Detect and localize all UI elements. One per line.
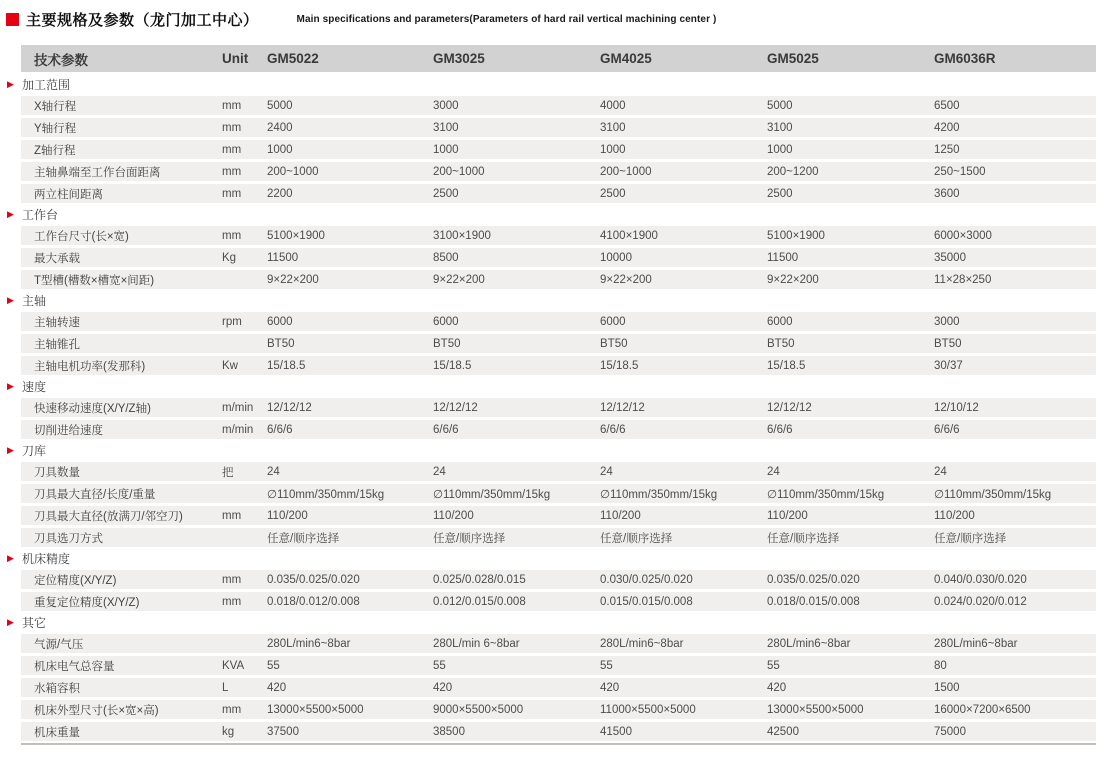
- table-row: [21, 162, 1096, 181]
- value-cell: 2500: [600, 187, 626, 200]
- value-cell: 1000: [600, 143, 626, 156]
- value-cell: 110/200: [433, 509, 474, 522]
- value-cell: 12/12/12: [267, 401, 312, 414]
- section-marker-icon: ▶: [7, 295, 14, 305]
- value-cell: 16000×7200×6500: [934, 703, 1031, 716]
- unit-cell: rpm: [222, 315, 242, 328]
- value-cell: 6000: [600, 315, 626, 328]
- value-cell: 280L/min6~8bar: [600, 637, 684, 650]
- value-cell: 110/200: [267, 509, 308, 522]
- param-cell: 重复定位精度(X/Y/Z): [34, 596, 140, 609]
- value-cell: 1000: [433, 143, 459, 156]
- value-cell: 420: [433, 681, 453, 694]
- value-cell: 24: [267, 465, 280, 478]
- section-row: [7, 76, 1096, 93]
- value-cell: 0.012/0.015/0.008: [433, 595, 526, 608]
- value-cell: 任意/顺序选择: [433, 532, 506, 545]
- table-row: [21, 270, 1096, 289]
- unit-cell: mm: [222, 229, 242, 242]
- value-cell: 3100: [433, 121, 459, 134]
- param-cell: 机床重量: [34, 726, 80, 739]
- value-cell: 55: [267, 659, 280, 672]
- value-cell: 1000: [767, 143, 793, 156]
- value-cell: 6/6/6: [267, 423, 293, 436]
- table-row: [21, 184, 1096, 203]
- value-cell: 110/200: [767, 509, 808, 522]
- column-header-model: GM5022: [267, 51, 319, 66]
- value-cell: ∅110mm/350mm/15kg: [267, 488, 385, 501]
- section-title: 机床精度: [22, 552, 71, 566]
- value-cell: 1500: [934, 681, 960, 694]
- value-cell: 1000: [267, 143, 293, 156]
- param-cell: 两立柱间距离: [34, 188, 103, 201]
- value-cell: 280L/min6~8bar: [767, 637, 851, 650]
- value-cell: 110/200: [600, 509, 641, 522]
- table-header-row: [21, 45, 1096, 72]
- table-row: [21, 634, 1096, 653]
- section-marker-icon: ▶: [7, 209, 14, 219]
- value-cell: 6000: [433, 315, 459, 328]
- value-cell: ∅110mm/350mm/15kg: [600, 488, 718, 501]
- section-marker-icon: ▶: [7, 553, 14, 563]
- param-cell: T型槽(槽数×槽宽×间距): [34, 274, 155, 287]
- value-cell: ∅110mm/350mm/15kg: [433, 488, 551, 501]
- section-title: 其它: [22, 616, 47, 630]
- value-cell: 13000×5500×5000: [267, 703, 364, 716]
- table-row: [21, 420, 1096, 439]
- section-row: [7, 292, 1096, 309]
- value-cell: 10000: [600, 251, 632, 264]
- value-cell: 5000: [767, 99, 793, 112]
- value-cell: 24: [934, 465, 947, 478]
- value-cell: 80: [934, 659, 947, 672]
- value-cell: 200~1000: [433, 165, 485, 178]
- unit-cell: mm: [222, 187, 242, 200]
- value-cell: 13000×5500×5000: [767, 703, 864, 716]
- page-title-english: Main specifications and parameters(Parameters of hard rail vertical machining center ): [296, 14, 717, 25]
- table-row: [21, 334, 1096, 353]
- section-title: 主轴: [22, 294, 47, 308]
- unit-cell: kg: [222, 725, 235, 738]
- param-cell: 定位精度(X/Y/Z): [34, 574, 117, 587]
- value-cell: 2400: [267, 121, 293, 134]
- value-cell: 2500: [433, 187, 459, 200]
- value-cell: 5000: [267, 99, 293, 112]
- value-cell: 200~1200: [767, 165, 819, 178]
- param-cell: Y轴行程: [34, 122, 77, 135]
- table-row: [21, 700, 1096, 719]
- value-cell: 12/10/12: [934, 401, 979, 414]
- value-cell: 任意/顺序选择: [767, 532, 840, 545]
- section-title: 刀库: [22, 444, 47, 458]
- value-cell: 12/12/12: [433, 401, 478, 414]
- section-title: 速度: [22, 380, 47, 394]
- unit-cell: m/min: [222, 423, 254, 436]
- param-cell: 气源/气压: [34, 638, 84, 651]
- table-row: [21, 356, 1096, 375]
- value-cell: 6/6/6: [600, 423, 626, 436]
- value-cell: 24: [600, 465, 613, 478]
- section-row: [7, 442, 1096, 459]
- value-cell: BT50: [433, 337, 461, 350]
- value-cell: 1250: [934, 143, 960, 156]
- value-cell: 200~1000: [267, 165, 319, 178]
- unit-cell: L: [222, 681, 229, 694]
- table-row: [21, 312, 1096, 331]
- param-cell: 最大承载: [34, 252, 80, 265]
- value-cell: 30/37: [934, 359, 963, 372]
- value-cell: 6000: [767, 315, 793, 328]
- value-cell: 6000: [267, 315, 293, 328]
- value-cell: 2500: [767, 187, 793, 200]
- param-cell: 切削进给速度: [34, 424, 103, 437]
- table-row: [21, 96, 1096, 115]
- value-cell: 55: [433, 659, 446, 672]
- value-cell: 9×22×200: [433, 273, 485, 286]
- value-cell: BT50: [934, 337, 962, 350]
- spec-table: [7, 45, 1096, 745]
- value-cell: 4100×1900: [600, 229, 658, 242]
- value-cell: 6/6/6: [433, 423, 459, 436]
- section-row: [7, 206, 1096, 223]
- value-cell: 3100: [767, 121, 793, 134]
- param-cell: 刀具数量: [34, 466, 80, 479]
- unit-cell: Kg: [222, 251, 237, 264]
- value-cell: 0.018/0.012/0.008: [267, 595, 360, 608]
- param-cell: 快速移动速度(X/Y/Z轴): [34, 402, 151, 415]
- value-cell: 15/18.5: [433, 359, 472, 372]
- value-cell: 250~1500: [934, 165, 986, 178]
- table-row: [21, 506, 1096, 525]
- section-marker-icon: ▶: [7, 617, 14, 627]
- unit-cell: m/min: [222, 401, 254, 414]
- table-row: [21, 140, 1096, 159]
- section-marker-icon: ▶: [7, 445, 14, 455]
- value-cell: 11500: [767, 251, 799, 264]
- table-row: [21, 722, 1096, 741]
- value-cell: 0.035/0.025/0.020: [767, 573, 860, 586]
- section-marker-icon: ▶: [7, 381, 14, 391]
- section-row: [7, 614, 1096, 631]
- value-cell: 0.040/0.030/0.020: [934, 573, 1027, 586]
- section-title: 加工范围: [22, 78, 71, 92]
- value-cell: 3000: [433, 99, 459, 112]
- value-cell: 3000: [934, 315, 960, 328]
- table-row: [21, 592, 1096, 611]
- value-cell: 11000×5500×5000: [600, 703, 696, 716]
- value-cell: 6/6/6: [767, 423, 793, 436]
- page-title-chinese: 主要规格及参数（龙门加工中心）: [26, 12, 259, 29]
- value-cell: 420: [267, 681, 287, 694]
- value-cell: 3100: [600, 121, 626, 134]
- unit-cell: mm: [222, 703, 242, 716]
- unit-cell: mm: [222, 143, 242, 156]
- table-row: [21, 570, 1096, 589]
- section-row: [7, 550, 1096, 567]
- value-cell: ∅110mm/350mm/15kg: [934, 488, 1052, 501]
- param-cell: 主轴鼻端至工作台面距离: [34, 166, 161, 179]
- value-cell: 任意/顺序选择: [934, 532, 1007, 545]
- value-cell: 42500: [767, 725, 799, 738]
- table-row: [21, 528, 1096, 547]
- value-cell: 6000×3000: [934, 229, 992, 242]
- value-cell: 0.025/0.028/0.015: [433, 573, 526, 586]
- value-cell: 41500: [600, 725, 632, 738]
- table-row: [21, 656, 1096, 675]
- unit-cell: mm: [222, 121, 242, 134]
- column-header-model: GM4025: [600, 51, 652, 66]
- value-cell: 12/12/12: [767, 401, 812, 414]
- value-cell: 任意/顺序选择: [600, 532, 673, 545]
- value-cell: 9×22×200: [767, 273, 819, 286]
- value-cell: 38500: [433, 725, 465, 738]
- value-cell: BT50: [267, 337, 295, 350]
- value-cell: BT50: [767, 337, 795, 350]
- unit-cell: mm: [222, 595, 242, 608]
- table-bottom-border: [21, 743, 1096, 745]
- value-cell: 37500: [267, 725, 299, 738]
- value-cell: 9000×5500×5000: [433, 703, 524, 716]
- table-row: [21, 678, 1096, 697]
- section-marker-icon: ▶: [7, 79, 14, 89]
- value-cell: 15/18.5: [600, 359, 639, 372]
- value-cell: 3100×1900: [433, 229, 491, 242]
- unit-cell: mm: [222, 99, 242, 112]
- value-cell: 2200: [267, 187, 293, 200]
- value-cell: 9×22×200: [267, 273, 319, 286]
- value-cell: 0.018/0.015/0.008: [767, 595, 860, 608]
- value-cell: 110/200: [934, 509, 975, 522]
- value-cell: 5100×1900: [767, 229, 825, 242]
- value-cell: BT50: [600, 337, 628, 350]
- value-cell: 3600: [934, 187, 960, 200]
- value-cell: 24: [433, 465, 446, 478]
- param-cell: 水箱容积: [34, 682, 80, 695]
- value-cell: 11500: [267, 251, 299, 264]
- value-cell: 200~1000: [600, 165, 652, 178]
- red-square-bullet-icon: [6, 13, 19, 26]
- column-header-model: GM6036R: [934, 51, 996, 66]
- param-cell: 主轴电机功率(发那科): [34, 360, 146, 373]
- param-cell: 机床外型尺寸(长×宽×高): [34, 704, 159, 717]
- value-cell: 4200: [934, 121, 960, 134]
- section-row: [7, 378, 1096, 395]
- value-cell: 6500: [934, 99, 960, 112]
- value-cell: 420: [767, 681, 787, 694]
- value-cell: 280L/min 6~8bar: [433, 637, 520, 650]
- value-cell: 11×28×250: [934, 273, 992, 286]
- value-cell: 4000: [600, 99, 626, 112]
- value-cell: 6/6/6: [934, 423, 960, 436]
- value-cell: 280L/min6~8bar: [267, 637, 351, 650]
- value-cell: 24: [767, 465, 780, 478]
- table-row: [21, 484, 1096, 503]
- value-cell: 8500: [433, 251, 459, 264]
- param-cell: 机床电气总容量: [34, 660, 115, 673]
- table-row: [21, 398, 1096, 417]
- value-cell: 15/18.5: [267, 359, 306, 372]
- param-cell: 刀具最大直径(放满刀/邻空刀): [34, 510, 183, 523]
- unit-cell: KVA: [222, 659, 245, 672]
- value-cell: 任意/顺序选择: [267, 532, 340, 545]
- table-row: [21, 462, 1096, 481]
- value-cell: 15/18.5: [767, 359, 806, 372]
- value-cell: 280L/min6~8bar: [934, 637, 1018, 650]
- value-cell: 35000: [934, 251, 966, 264]
- value-cell: 0.030/0.025/0.020: [600, 573, 693, 586]
- value-cell: 5100×1900: [267, 229, 325, 242]
- table-row: [21, 248, 1096, 267]
- param-cell: 主轴锥孔: [34, 338, 80, 351]
- value-cell: 0.015/0.015/0.008: [600, 595, 693, 608]
- unit-cell: mm: [222, 573, 242, 586]
- value-cell: 12/12/12: [600, 401, 645, 414]
- column-header-model: GM3025: [433, 51, 485, 66]
- value-cell: 55: [767, 659, 780, 672]
- param-cell: 主轴转速: [34, 316, 80, 329]
- value-cell: 0.035/0.025/0.020: [267, 573, 360, 586]
- column-header: 技术参数: [34, 52, 88, 68]
- section-title: 工作台: [22, 208, 59, 222]
- value-cell: 9×22×200: [600, 273, 652, 286]
- param-cell: 刀具选刀方式: [34, 532, 103, 545]
- param-cell: 刀具最大直径/长度/重量: [34, 488, 156, 501]
- value-cell: 55: [600, 659, 613, 672]
- value-cell: ∅110mm/350mm/15kg: [767, 488, 885, 501]
- param-cell: X轴行程: [34, 100, 77, 113]
- unit-cell: Kw: [222, 359, 238, 372]
- value-cell: 75000: [934, 725, 966, 738]
- page-title: [6, 9, 716, 30]
- table-row: [21, 226, 1096, 245]
- value-cell: 0.024/0.020/0.012: [934, 595, 1027, 608]
- param-cell: Z轴行程: [34, 144, 76, 157]
- param-cell: 工作台尺寸(长×宽): [34, 230, 129, 243]
- column-header: Unit: [222, 51, 249, 66]
- column-header-model: GM5025: [767, 51, 819, 66]
- table-row: [21, 118, 1096, 137]
- unit-cell: mm: [222, 165, 242, 178]
- unit-cell: 把: [222, 466, 234, 479]
- unit-cell: mm: [222, 509, 242, 522]
- value-cell: 420: [600, 681, 620, 694]
